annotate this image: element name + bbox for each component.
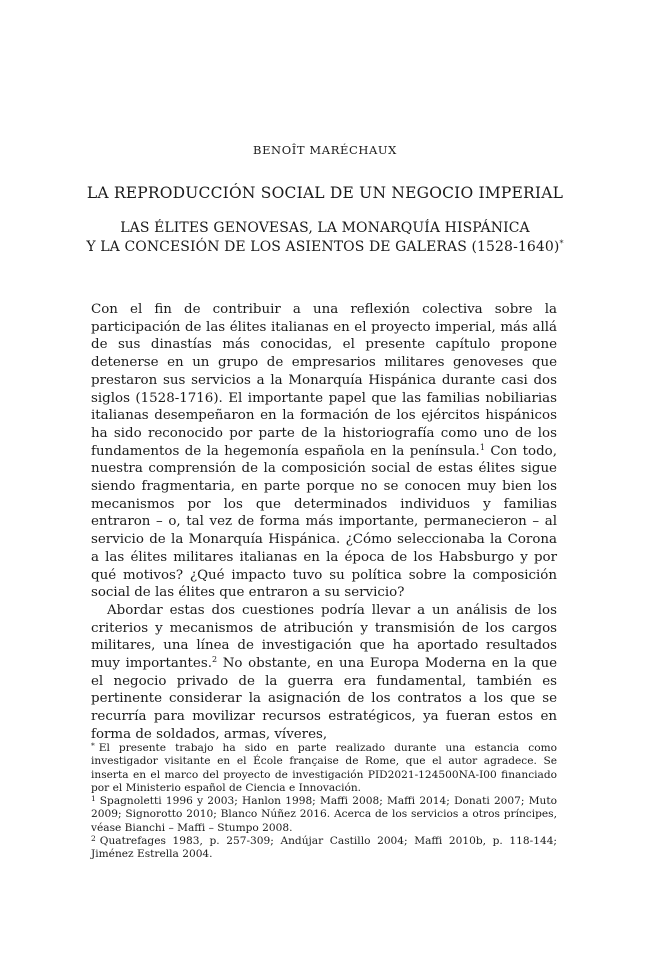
- footnote-text: Quatrefages 1983, p. 257-309; Andújar Castillo 2004; Maffi 2010b, p. 118-144; Jiménez Estrella 2004.: [91, 835, 557, 861]
- subtitle-footnote-mark: *: [559, 239, 564, 248]
- footnote-1: [91, 795, 557, 835]
- chapter-title: LA REPRODUCCIÓN SOCIAL DE UN NEGOCIO IMPERIAL: [86, 184, 564, 202]
- subtitle-line-2: [0, 238, 650, 257]
- paragraph-2: [91, 602, 557, 744]
- footnote-2: [91, 835, 557, 862]
- footnote-text: Spagnoletti 1996 y 2003; Hanlon 1998; Maffi 2008; Maffi 2014; Donati 2007; Muto 2009; Signorotto 2010; Blanco Núñez 2016. Acerca de los servicios a otros príncipes, véase Bianchi – Maffi – Stumpo 2008.: [91, 795, 557, 834]
- chapter-author: BENOÎT MARÉCHAUX: [253, 143, 397, 157]
- footnote-mark: *: [91, 741, 95, 750]
- footnotes: [91, 742, 557, 862]
- footnote-star: [91, 742, 557, 795]
- footnote-mark: 1: [91, 794, 96, 804]
- footnote-ref-2: 2: [211, 655, 218, 665]
- main-text: [91, 301, 557, 744]
- paragraph-1-part-b: Con todo, nuestra comprensión de la composición social de estas élites sigue siendo fragmentaria, en parte porque no se conocen muy bien los mecanismos por los que determinados individuos y familias entraron – o, tal vez de forma más importante, permanecieron – al servicio de la Monarquía Hispánica. ¿Cómo seleccionaba la Corona a las élites militares italianas en la época de los Habsburgo y por qué motivos? ¿Qué impacto tuvo su política sobre la composición social de las élites que entraron a su servicio?: [91, 443, 557, 601]
- footnote-mark: 2: [91, 834, 96, 844]
- paragraph-2-part-b: No obstante, en una Europa Moderna en la que el negocio privado de la guerra era fundamental, también es pertinente considerar la asignación de los contratos a los que se recurría para movilizar recursos estratégicos, ya fueran estos en forma de soldados, armas, víveres,: [91, 656, 557, 742]
- paragraph-1: [91, 301, 557, 602]
- paragraph-1-part-a: Con el fin de contribuir a una reflexión colectiva sobre la participación de las élites italianas en el proyecto imperial, más allá de sus dinastías más conocidas, el presente capítulo propone detenerse en un grupo de empresarios militares genoveses que prestaron sus servicios a la Monarquía Hispánica durante casi dos siglos (1528-1716). El importante papel que las familias nobiliarias italianas desempeñaron en la formación de los ejércitos hispánicos ha sido reconocido por parte de la historiografía como uno de los fundamentos de la hegemonía española en la península.: [91, 302, 557, 459]
- chapter-subtitle: [0, 219, 650, 257]
- subtitle-line-2-text: Y LA CONCESIÓN DE LOS ASIENTOS DE GALERAS (1528-1640): [86, 239, 560, 255]
- footnote-text: El presente trabajo ha sido en parte realizado durante una estancia como investigador visitante en el École française de Rome, que el autor agradece. Se inserta en el marco del proyecto de investigación PID2021-124500NA-I00 financiado por el Ministerio español de Ciencia e Innovación.: [91, 742, 557, 794]
- paragraph-2-part-a: Abordar estas dos cuestiones podría llevar a un análisis de los criterios y mecanismos de atribución y transmisión de los cargos militares, una línea de investigación que ha aportado resultados muy importantes.: [91, 602, 557, 672]
- footnote-ref-1: 1: [479, 442, 485, 452]
- subtitle-line-1: LAS ÉLITES GENOVESAS, LA MONARQUÍA HISPÁNICA: [120, 220, 530, 236]
